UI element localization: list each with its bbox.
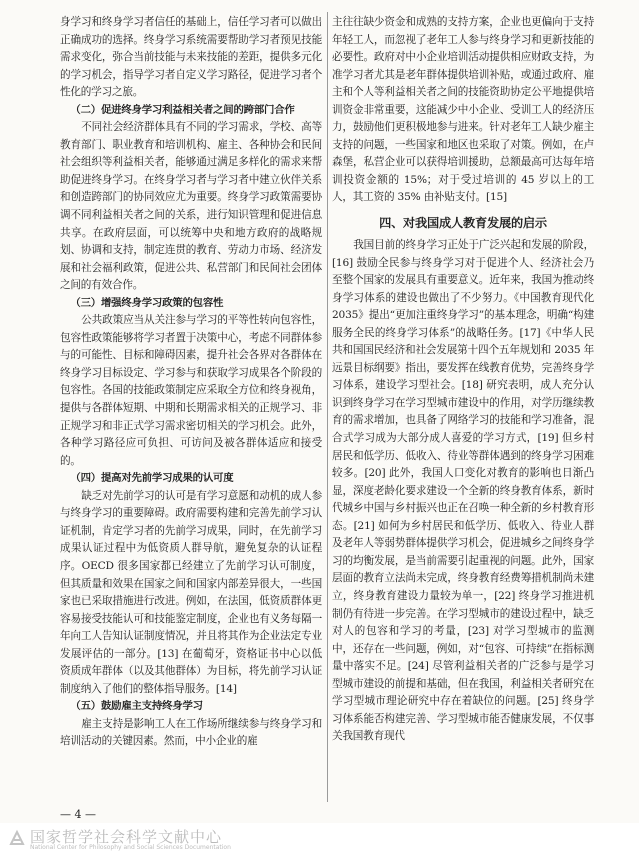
right-column	[332, 14, 594, 746]
footer-name-en: National Center for Philosophy and Social Sciences Documentation	[30, 844, 231, 851]
subsection-heading: （五）鼓励雇主支持终身学习	[70, 700, 203, 713]
body-paragraph: 身学习和终身学习者信任的基础上，信任学习者可以做出正确成功的选择。终身学习系统需要帮助学习者预见技能需求变化，弥合当前技能与未来技能的差距，提供多元化的学习机会，指导学习者自定义学习路径，促进学习者个性化的学习之旅。	[60, 16, 322, 99]
body-paragraph: 缺乏对先前学习的认可是有学习意愿和动机的成人参与终身学习的重要障碍。政府需要构建和完善先前学习认证机制，肯定学习者的先前学习成果，同时，在先前学习成果认证过程中为低资质人群导航，避免复杂的认证程序。OECD 很多国家都已经建立了先前学习认可制度，但其质量和效果在国家之间和国家内部差异很大，一些国家也已采取措施进行改进。例如，在法国，低资质群体更容易接受技能认可和技能鉴定制度，企业也有义务每隔一年向工人告知认证制度情况，并且将其作为企业法定专业发展评估的一部分。[13] 在葡萄牙，资格证书中心以低资质成年群体（以及其他群体）为目标，将先前学习认证制度纳入了他们的整体指导服务。[14]	[60, 489, 322, 695]
body-paragraph: 主往往缺少资金和成熟的支持方案，企业也更偏向于支持年轻工人，而忽视了老年工人参与终身学习和更新技能的必要性。政府对中小企业培训活动提供相应财政支持，为准学习者尤其是老年群体提供培训补贴，或通过政府、雇主和个人等利益相关者之间的技能资助协定公平地提供培训资金非常重要，这能减少中小企业、受训工人的经济压力，鼓励他们更积极地参与进来。针对老年工人缺少雇主支持的问题，一些国家和地区也采取了对策。例如，在卢森堡，私营企业可以获得培训援助，总额最高可达每年培训投资金额的 15%；对于受过培训的 45 岁以上的工人，其工资的 35% 由补贴支付。[15]	[332, 16, 594, 204]
left-column	[60, 14, 322, 751]
ncpssd-logo-icon	[8, 829, 26, 847]
page-number: — 4 —	[60, 808, 96, 821]
body-paragraph: 不同社会经济群体具有不同的学习需求，学校、高等教育部门、职业教育和培训机构、雇主、各种协会和民间社会组织等利益相关者，能够通过满足多样化的需求来帮助促进终身学习。在终身学习者与学习者中建立伙伴关系和创造跨部门的协同效应尤为重要。终身学习政策需要协调不同利益相关者之间的关系，进行知识管理和促进信息共享。在政府层面，可以统筹中央和地方政府的战略规划、协调和支持，制定连贯的教育、劳动力市场、经济发展和社会福利政策，促进公共、私营部门和民间社会团体之间的有效合作。	[60, 121, 322, 292]
column-divider	[327, 12, 328, 802]
body-paragraph: 我国目前的终身学习正处于广泛兴起和发展的阶段，[16] 鼓励全民参与终身学习对于促进个人、经济社会乃至整个国家的发展具有重要意义。近年来，我国为推动终身学习体系的建设也做出了不少努力。《中国教育现代化 2035》提出“更加注重终身学习”的基本理念，明确“构建服务全民的终身学习体系”的战略任务。[17]《中华人民共和国国民经济和社会发展第十四个五年规划和 2035 年远景目标纲要》指出，要发挥在线教育优势，完善终身学习体系，建设学习型社会。[18] 研究表明，成人充分认识到终身学习在学习型城市建设中的作用，对学历继续教育的需求增加，也具备了网络学习的技能和学习准备，混合式学习成为大部分成人喜爱的学习方式，[19] 但乡村居民和低学历、低收入、待业等群体遇到的终身学习困难较多。[20] 此外，我国人口变化对教育的影响也日渐凸显，深度老龄化要求建设一个全新的终身教育体系，新时代城乡中国与乡村振兴也正在召唤一种全新的乡村教育形态。[21] 如何为乡村居民和低学历、低收入、待业人群及老年人等弱势群体提供学习机会，促进城乡之间终身学习的均衡发展，是当前需要引起重视的问题。此外，国家层面的教育立法尚未完成，终身教育经费筹措机制尚未建立，终身教育建设力量较为单一，[22] 终身学习推进机制仍有待进一步完善。在学习型城市的建设过程中，缺乏对人的包容和学习的考量，[23] 对学习型城市的监测中，还存在一些问题，例如，对“包容、可持续”在指标测量中落实不足。[24] 尽管利益相关者的广泛参与是学习型城市建设的前提和基础，但在我国，利益相关者研究在学习型城市理论研究中存在着缺位的问题。[25] 终身学习体系能否构建完善、学习型城市能否健康发展，不仅事关我国教育现代	[332, 239, 594, 743]
footer-watermark	[0, 823, 639, 855]
subsection-heading: （三）增强终身学习政策的包容性	[70, 296, 224, 309]
subsection-heading: （四）提高对先前学习成果的认可度	[70, 472, 234, 485]
footer-name-cn: 国家哲学社会科学文献中心	[30, 828, 223, 846]
body-paragraph: 雇主支持是影响工人在工作场所继续参与终身学习和培训活动的关键因素。然而，中小企业的雇	[60, 717, 322, 748]
subsection-heading: （二）促进终身学习利益相关者之间的跨部门合作	[70, 103, 295, 116]
body-paragraph: 公共政策应当从关注参与学习的平等性转向包容性，包容性政策能够将学习者置于决策中心，考虑不同群体参与的可能性、目标和障碍因素，提升社会各界对各群体在终身学习目标设定、学习参与和获取学习成果各个阶段的包容性。各国的技能政策制定应采取全方位和终身视角，提供与各群体短期、中期和长期需求相关的正规学习、非正规学习和非正式学习需求密切相关的学习机会。此外，各种学习路径应可负担、可访问及被各群体适应和接受的。	[60, 314, 322, 467]
section-heading: 四、对我国成人教育发展的启示	[379, 216, 547, 231]
